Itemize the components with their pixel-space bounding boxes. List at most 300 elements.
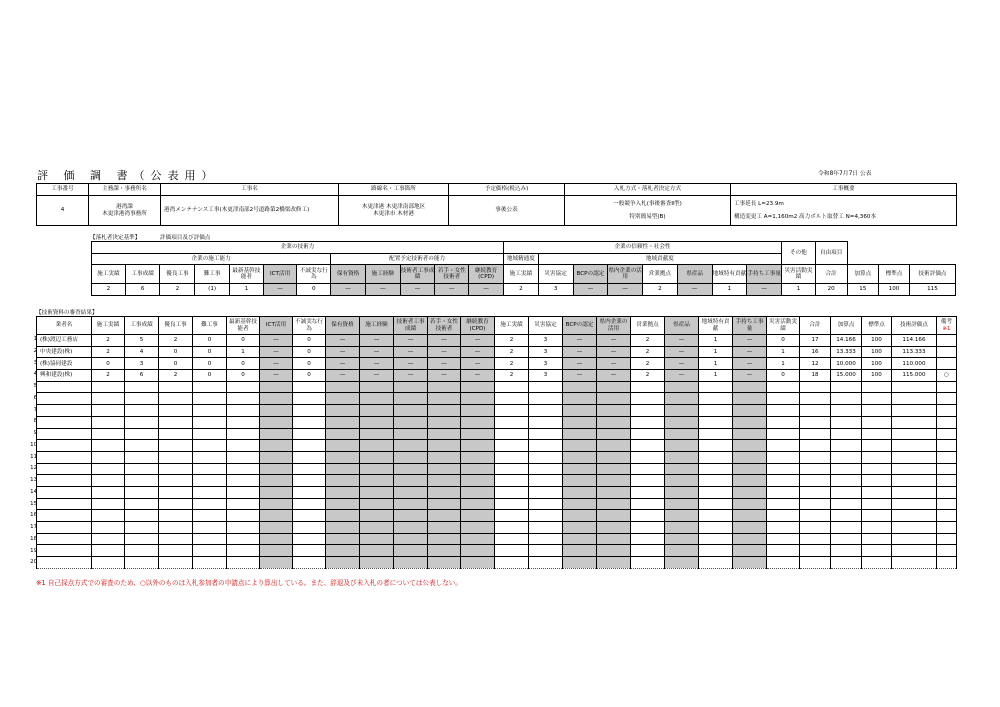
project-name: 港湾メンテナンス工事(木更津南部2号道路第2橋梁改修工) bbox=[161, 196, 339, 226]
score-cell bbox=[800, 381, 831, 393]
score-cell bbox=[495, 463, 529, 475]
remark-cell bbox=[937, 475, 957, 487]
score-cell bbox=[631, 440, 665, 452]
score-cell bbox=[125, 498, 159, 510]
remark-cell: ○ bbox=[937, 370, 957, 382]
row-number: 18 bbox=[30, 535, 37, 542]
score-cell bbox=[699, 498, 733, 510]
score-cell bbox=[563, 533, 597, 545]
score-cell: 100 bbox=[862, 335, 892, 347]
score-cell bbox=[227, 440, 260, 452]
results-remarks-header bbox=[937, 317, 957, 335]
score-cell bbox=[125, 451, 159, 463]
score-cell: 12 bbox=[800, 358, 831, 370]
score-cell bbox=[529, 393, 563, 405]
score-cell bbox=[767, 451, 800, 463]
results-col-header: 災害活動実績 bbox=[767, 317, 800, 335]
score-cell bbox=[461, 557, 495, 569]
score-cell bbox=[665, 557, 699, 569]
score-cell bbox=[193, 381, 227, 393]
score-cell: — bbox=[665, 346, 699, 358]
score-cell: — bbox=[461, 335, 495, 347]
label-name: 工事名 bbox=[161, 184, 339, 196]
group-free: 自由項目 bbox=[815, 242, 847, 265]
results-col-header: 災害協定 bbox=[529, 317, 563, 335]
criteria-col-header: 難工事 bbox=[195, 265, 230, 284]
table-row bbox=[37, 510, 957, 522]
score-cell: 113.333 bbox=[892, 346, 937, 358]
score-cell: — bbox=[733, 370, 767, 382]
score-cell bbox=[631, 393, 665, 405]
score-cell bbox=[360, 393, 394, 405]
score-cell: — bbox=[597, 346, 631, 358]
score-cell bbox=[597, 486, 631, 498]
score-cell: — bbox=[563, 358, 597, 370]
score-cell bbox=[800, 533, 831, 545]
score-cell bbox=[326, 545, 360, 557]
score-cell: 5 bbox=[125, 335, 159, 347]
score-cell bbox=[193, 440, 227, 452]
score-cell: 3 bbox=[529, 346, 563, 358]
score-cell bbox=[92, 510, 125, 522]
score-cell: 3 bbox=[529, 370, 563, 382]
score-cell: 17 bbox=[800, 335, 831, 347]
score-cell bbox=[326, 533, 360, 545]
score-cell: 3 bbox=[529, 335, 563, 347]
score-cell bbox=[92, 522, 125, 534]
score-cell bbox=[563, 545, 597, 557]
score-cell bbox=[461, 486, 495, 498]
score-cell bbox=[699, 428, 733, 440]
score-cell bbox=[260, 557, 293, 569]
score-cell: 6 bbox=[125, 370, 159, 382]
score-cell bbox=[831, 451, 862, 463]
criteria-col-header: 最新基幹技能者 bbox=[229, 265, 263, 284]
label-office: 主務課・事務所名 bbox=[89, 184, 161, 196]
results-col-header: 地域特有貢献 bbox=[699, 317, 733, 335]
score-cell bbox=[631, 416, 665, 428]
score-cell bbox=[767, 381, 800, 393]
score-cell bbox=[733, 510, 767, 522]
score-cell bbox=[597, 522, 631, 534]
score-cell bbox=[767, 428, 800, 440]
project-summary bbox=[731, 196, 957, 226]
score-cell bbox=[665, 475, 699, 487]
score-cell bbox=[767, 463, 800, 475]
office-line-2: 木更津港湾事務所 bbox=[102, 210, 147, 217]
criteria-col-header: 合計 bbox=[815, 265, 847, 284]
score-cell bbox=[159, 510, 193, 522]
score-cell bbox=[631, 533, 665, 545]
score-cell bbox=[699, 533, 733, 545]
criteria-value: — bbox=[263, 284, 297, 296]
remark-cell bbox=[937, 346, 957, 358]
score-cell bbox=[665, 533, 699, 545]
score-cell bbox=[665, 522, 699, 534]
score-cell bbox=[529, 510, 563, 522]
score-cell bbox=[767, 405, 800, 417]
criteria-value: 2 bbox=[92, 284, 126, 296]
score-cell bbox=[563, 440, 597, 452]
score-cell bbox=[529, 381, 563, 393]
group-trust: 企業の信頼性・社会性 bbox=[504, 242, 782, 254]
score-cell bbox=[227, 545, 260, 557]
criteria-value: 3 bbox=[538, 284, 573, 296]
score-cell bbox=[800, 498, 831, 510]
score-cell bbox=[733, 405, 767, 417]
score-cell bbox=[326, 475, 360, 487]
table-row bbox=[37, 405, 957, 417]
score-cell bbox=[892, 533, 937, 545]
score-cell bbox=[92, 428, 125, 440]
results-col-header: 技術評価点 bbox=[892, 317, 937, 335]
score-cell bbox=[428, 405, 461, 417]
score-cell bbox=[699, 545, 733, 557]
score-cell: — bbox=[665, 335, 699, 347]
criteria-col-header: 災害活動実績 bbox=[782, 265, 816, 284]
score-cell bbox=[193, 428, 227, 440]
results-col-header: 施工経験 bbox=[360, 317, 394, 335]
score-cell bbox=[461, 510, 495, 522]
score-cell: — bbox=[394, 346, 428, 358]
score-cell bbox=[159, 381, 193, 393]
score-cell bbox=[862, 451, 892, 463]
score-cell: — bbox=[597, 358, 631, 370]
criteria-col-header: 工事成績 bbox=[125, 265, 160, 284]
score-cell bbox=[360, 475, 394, 487]
score-cell bbox=[260, 405, 293, 417]
score-cell bbox=[862, 486, 892, 498]
score-cell bbox=[92, 381, 125, 393]
remark-cell bbox=[937, 335, 957, 347]
score-cell bbox=[767, 522, 800, 534]
score-cell bbox=[800, 522, 831, 534]
criteria-value: 1 bbox=[782, 284, 816, 296]
criteria-value: 115 bbox=[909, 284, 955, 296]
score-cell: 0 bbox=[227, 370, 260, 382]
score-cell bbox=[394, 416, 428, 428]
score-cell bbox=[495, 486, 529, 498]
project-method bbox=[565, 196, 731, 226]
project-no: 4 bbox=[37, 196, 89, 226]
score-cell bbox=[360, 381, 394, 393]
score-cell bbox=[495, 416, 529, 428]
score-cell bbox=[326, 440, 360, 452]
score-cell bbox=[461, 498, 495, 510]
score-cell bbox=[193, 393, 227, 405]
score-cell bbox=[800, 440, 831, 452]
score-cell bbox=[260, 510, 293, 522]
criteria-value: — bbox=[469, 284, 504, 296]
score-cell bbox=[428, 393, 461, 405]
score-cell: 0 bbox=[159, 346, 193, 358]
table-row bbox=[37, 381, 957, 393]
score-cell bbox=[394, 393, 428, 405]
score-cell bbox=[631, 381, 665, 393]
score-cell bbox=[665, 510, 699, 522]
score-cell: 100 bbox=[862, 358, 892, 370]
score-cell bbox=[92, 557, 125, 569]
score-cell bbox=[260, 522, 293, 534]
score-cell bbox=[800, 545, 831, 557]
score-cell bbox=[394, 428, 428, 440]
score-cell: — bbox=[665, 370, 699, 382]
score-cell bbox=[892, 451, 937, 463]
score-cell bbox=[360, 428, 394, 440]
score-cell bbox=[831, 486, 862, 498]
score-cell bbox=[293, 557, 326, 569]
score-cell bbox=[892, 428, 937, 440]
score-cell bbox=[326, 405, 360, 417]
score-cell bbox=[892, 510, 937, 522]
results-name-header: 業者名 bbox=[37, 317, 92, 335]
remark-cell bbox=[937, 510, 957, 522]
score-cell bbox=[529, 545, 563, 557]
score-cell: — bbox=[461, 358, 495, 370]
row-number: 11 bbox=[30, 453, 37, 460]
score-cell bbox=[733, 475, 767, 487]
project-header-table bbox=[36, 183, 957, 226]
criteria-value: 100 bbox=[879, 284, 910, 296]
score-cell: 0 bbox=[767, 370, 800, 382]
score-cell bbox=[428, 463, 461, 475]
score-cell bbox=[159, 463, 193, 475]
score-cell bbox=[831, 440, 862, 452]
criteria-table bbox=[91, 241, 956, 296]
score-cell bbox=[733, 440, 767, 452]
criteria-col-header: 災害協定 bbox=[538, 265, 573, 284]
criteria-value: 2 bbox=[160, 284, 195, 296]
score-cell bbox=[831, 522, 862, 534]
score-cell: 1 bbox=[699, 370, 733, 382]
score-cell bbox=[293, 416, 326, 428]
bidder-name bbox=[37, 451, 92, 463]
results-col-header: 継続教育(CPD) bbox=[461, 317, 495, 335]
score-cell bbox=[495, 545, 529, 557]
score-cell bbox=[699, 557, 733, 569]
score-cell bbox=[665, 393, 699, 405]
row-number: 7 bbox=[33, 406, 37, 413]
score-cell bbox=[428, 533, 461, 545]
score-cell bbox=[892, 440, 937, 452]
group-local-knowledge: 地域精通度 bbox=[504, 253, 539, 265]
table-row bbox=[37, 486, 957, 498]
score-cell bbox=[892, 557, 937, 569]
score-cell bbox=[260, 533, 293, 545]
row-number: 13 bbox=[30, 477, 37, 483]
score-cell bbox=[800, 475, 831, 487]
score-cell bbox=[699, 393, 733, 405]
criteria-col-header: 地域特有貢献 bbox=[712, 265, 747, 284]
score-cell bbox=[597, 405, 631, 417]
score-cell: 1 bbox=[699, 358, 733, 370]
score-cell bbox=[227, 428, 260, 440]
row-number: 2 bbox=[33, 347, 37, 354]
score-cell bbox=[733, 451, 767, 463]
score-cell: 18 bbox=[800, 370, 831, 382]
score-cell bbox=[193, 405, 227, 417]
score-cell bbox=[260, 475, 293, 487]
results-col-header: 保有資格 bbox=[326, 317, 360, 335]
table-row bbox=[37, 358, 957, 370]
criteria-col-header: 施工実績 bbox=[504, 265, 539, 284]
score-cell bbox=[563, 405, 597, 417]
score-cell bbox=[597, 463, 631, 475]
score-cell: — bbox=[360, 370, 394, 382]
bidder-name bbox=[37, 416, 92, 428]
bidder-name bbox=[37, 522, 92, 534]
score-cell bbox=[159, 545, 193, 557]
score-cell: — bbox=[360, 358, 394, 370]
bidder-name bbox=[37, 440, 92, 452]
score-cell bbox=[831, 463, 862, 475]
score-cell: 0 bbox=[293, 370, 326, 382]
score-cell bbox=[394, 475, 428, 487]
score-cell bbox=[699, 405, 733, 417]
results-col-header: 不誠実な行為 bbox=[293, 317, 326, 335]
score-cell bbox=[227, 498, 260, 510]
score-cell bbox=[326, 393, 360, 405]
score-cell bbox=[193, 475, 227, 487]
score-cell bbox=[529, 533, 563, 545]
remark-cell bbox=[937, 463, 957, 475]
score-cell: — bbox=[326, 335, 360, 347]
score-cell bbox=[125, 475, 159, 487]
score-cell bbox=[159, 451, 193, 463]
score-cell bbox=[461, 451, 495, 463]
score-cell: 0 bbox=[193, 346, 227, 358]
bidder-name: (株)渡辺工務店 bbox=[37, 335, 92, 347]
row-number: 6 bbox=[33, 394, 37, 401]
score-cell bbox=[631, 522, 665, 534]
score-cell bbox=[293, 510, 326, 522]
score-cell bbox=[862, 545, 892, 557]
score-cell bbox=[665, 416, 699, 428]
row-number: 4 bbox=[33, 371, 37, 378]
score-cell: 0 bbox=[193, 358, 227, 370]
score-cell bbox=[699, 381, 733, 393]
score-cell bbox=[227, 405, 260, 417]
score-cell: 2 bbox=[92, 335, 125, 347]
score-cell bbox=[394, 440, 428, 452]
row-number: 10 bbox=[30, 441, 37, 448]
remarks-note: ※1 bbox=[942, 325, 951, 332]
score-cell bbox=[733, 533, 767, 545]
score-cell bbox=[227, 557, 260, 569]
score-cell: 1 bbox=[227, 346, 260, 358]
score-cell bbox=[495, 522, 529, 534]
score-cell bbox=[428, 545, 461, 557]
score-cell bbox=[831, 416, 862, 428]
score-cell bbox=[597, 498, 631, 510]
label-summary: 工事概要 bbox=[731, 184, 957, 196]
score-cell bbox=[665, 428, 699, 440]
score-cell bbox=[733, 545, 767, 557]
remark-cell bbox=[937, 381, 957, 393]
score-cell bbox=[892, 405, 937, 417]
score-cell bbox=[800, 416, 831, 428]
score-cell bbox=[159, 475, 193, 487]
score-cell: 2 bbox=[92, 346, 125, 358]
score-cell bbox=[631, 405, 665, 417]
score-cell bbox=[260, 451, 293, 463]
score-cell bbox=[563, 393, 597, 405]
score-cell bbox=[293, 440, 326, 452]
score-cell bbox=[597, 533, 631, 545]
remark-cell bbox=[937, 486, 957, 498]
score-cell bbox=[862, 393, 892, 405]
score-cell bbox=[862, 440, 892, 452]
score-cell bbox=[92, 498, 125, 510]
score-cell bbox=[227, 463, 260, 475]
results-col-header: 優良工事 bbox=[159, 317, 193, 335]
score-cell bbox=[360, 557, 394, 569]
score-cell: — bbox=[394, 370, 428, 382]
score-cell: 100 bbox=[862, 346, 892, 358]
score-cell bbox=[800, 405, 831, 417]
score-cell bbox=[862, 475, 892, 487]
results-col-header: 合計 bbox=[800, 317, 831, 335]
score-cell bbox=[767, 416, 800, 428]
score-cell bbox=[665, 405, 699, 417]
score-cell bbox=[461, 393, 495, 405]
route-line-1: 木更津港 木更津南部地区 bbox=[361, 204, 426, 211]
score-cell: — bbox=[394, 358, 428, 370]
score-cell bbox=[862, 498, 892, 510]
score-cell bbox=[159, 440, 193, 452]
criteria-col-header: BCPの認定 bbox=[573, 265, 608, 284]
score-cell bbox=[428, 416, 461, 428]
summary-line-1: 工事延長 L=23.9m bbox=[734, 201, 784, 208]
score-cell bbox=[293, 486, 326, 498]
score-cell bbox=[461, 522, 495, 534]
score-cell bbox=[631, 463, 665, 475]
score-cell bbox=[326, 486, 360, 498]
score-cell bbox=[563, 381, 597, 393]
criteria-value: — bbox=[435, 284, 469, 296]
score-cell bbox=[461, 428, 495, 440]
score-cell bbox=[394, 486, 428, 498]
route-line-2: 木更津市 木材港 bbox=[373, 210, 414, 217]
row-number: 1 bbox=[33, 336, 37, 342]
criteria-col-header: 加算点 bbox=[847, 265, 879, 284]
criteria-value: — bbox=[573, 284, 608, 296]
score-cell bbox=[831, 557, 862, 569]
score-cell bbox=[767, 545, 800, 557]
criteria-col-header: 技術者工事成績 bbox=[400, 265, 435, 284]
remarks-label: 備考 bbox=[940, 319, 953, 326]
score-cell: — bbox=[260, 335, 293, 347]
score-cell bbox=[733, 486, 767, 498]
score-cell bbox=[125, 393, 159, 405]
group-tech-engineer: 配置予定技術者の能力 bbox=[331, 253, 504, 265]
score-cell bbox=[293, 451, 326, 463]
score-cell bbox=[631, 498, 665, 510]
table-row bbox=[37, 393, 957, 405]
score-cell bbox=[597, 557, 631, 569]
row-number: 5 bbox=[33, 383, 37, 389]
score-cell bbox=[125, 381, 159, 393]
score-cell: 15.000 bbox=[831, 370, 862, 382]
score-cell bbox=[193, 486, 227, 498]
score-cell bbox=[428, 428, 461, 440]
score-cell bbox=[597, 393, 631, 405]
score-cell bbox=[767, 510, 800, 522]
results-col-header: 難工事 bbox=[193, 317, 227, 335]
row-number: 14 bbox=[30, 488, 37, 495]
table-row bbox=[37, 440, 957, 452]
row-number: 3 bbox=[33, 359, 37, 366]
